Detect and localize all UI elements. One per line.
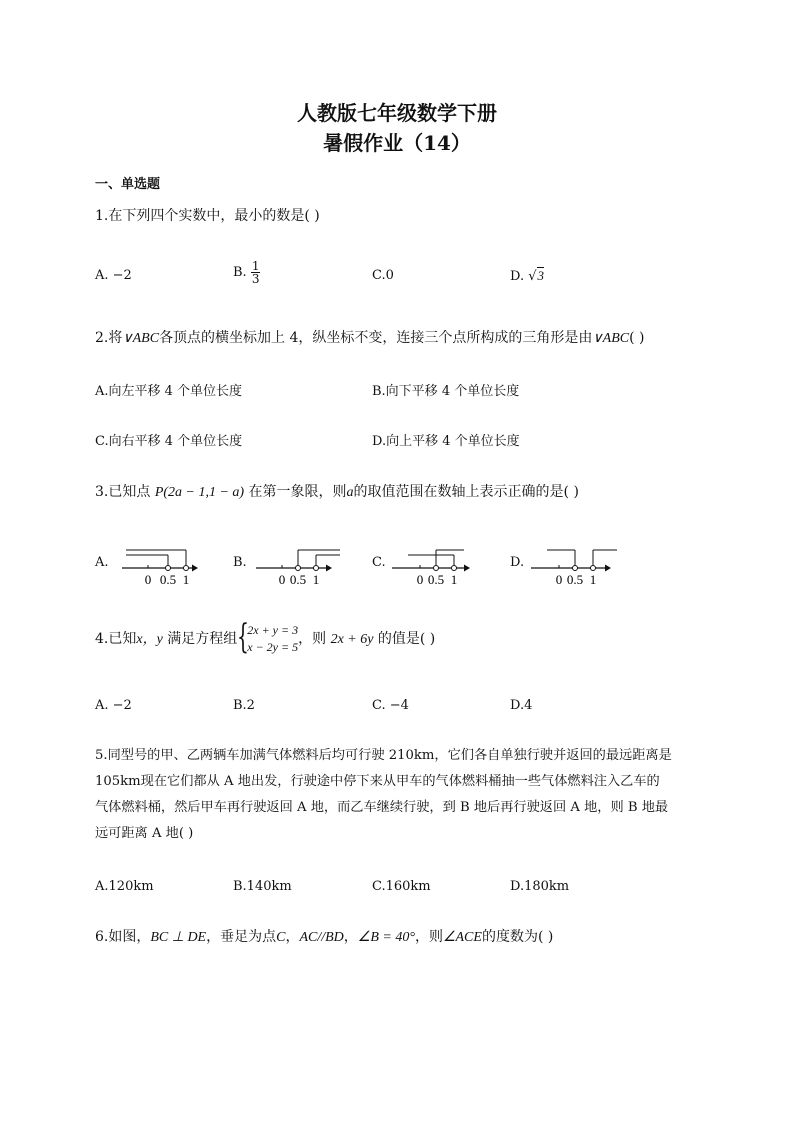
- axis-label-0: 0: [416, 572, 424, 587]
- axis-label-1: 1: [182, 572, 190, 587]
- equation-system: { 2x + y = 3 x − 2y = 5: [237, 617, 299, 657]
- q3-number-line-d: [527, 542, 619, 590]
- axis-label-1: 1: [450, 572, 458, 587]
- q3-option-b[interactable]: B.: [233, 555, 247, 570]
- question-3-stem: 3.已知点 P(2a − 1,1 − a) 在第一象限，则a的取值范围在数轴上表示正确的是( ): [95, 484, 579, 500]
- question-5-stem: 5.同型号的甲、乙两辆车加满气体燃料后均可行驶 210km，它们各自单独行驶并返回的最远距离是 105km现在它们都从 A 地出发，行驶途中停下来从甲车的气体燃料桶抽一些气体燃料注入乙车的 气体燃料桶，然后甲车再行驶返回 A 地，而乙车继续行驶，到 B 地后再行驶返回 A 地，则 B 地最 远可距离 A 地( ): [95, 748, 672, 841]
- q5-option-d[interactable]: D.180km: [510, 879, 570, 894]
- axis-label-0: 0: [555, 572, 563, 587]
- q2-option-b[interactable]: B.向下平移 4 个单位长度: [372, 384, 520, 399]
- axis-label-0-5: 0.5: [427, 572, 445, 587]
- question-2-stem: 2.将∨ABC各顶点的横坐标加上 4，纵坐标不变，连接三个点所构成的三角形是由∨ABC( ): [95, 330, 645, 346]
- axis-label-1: 1: [312, 572, 320, 587]
- q1-option-c[interactable]: C.0: [372, 268, 394, 283]
- axis-label-0-5: 0.5: [289, 572, 307, 587]
- q3-number-line-c: [388, 542, 478, 590]
- q4-option-b[interactable]: B.2: [233, 698, 255, 713]
- q5-option-a[interactable]: A.120km: [95, 879, 154, 894]
- document-title: 人教版七年级数学下册: [297, 101, 497, 125]
- q2-option-a[interactable]: A.向左平移 4 个单位长度: [95, 384, 243, 399]
- q4-option-c[interactable]: C. −4: [372, 698, 409, 713]
- q2-option-d[interactable]: D.向上平移 4 个单位长度: [372, 434, 520, 449]
- question-6-stem: 6.如图，BC ⊥ DE，垂足为点C，AC//BD，∠B = 40°，则∠ACE的度数为( ): [95, 929, 554, 945]
- fraction: $\frac{1}{3}$: [251, 259, 260, 286]
- q5-option-c[interactable]: C.160km: [372, 879, 431, 894]
- q4-option-a[interactable]: A. −2: [95, 698, 132, 713]
- q1-option-d[interactable]: D. √3: [510, 268, 545, 284]
- q5-option-b[interactable]: B.140km: [233, 879, 292, 894]
- q3-option-a[interactable]: A.: [95, 555, 109, 570]
- q3-number-line-b: [252, 542, 342, 590]
- question-4-stem: 4.已知x，y 满足方程组 { 2x + y = 3 x − 2y = 5 ，则 2x + 6y 的值是( ): [95, 617, 436, 657]
- q2-option-c[interactable]: C.向右平移 4 个单位长度: [95, 434, 243, 449]
- q1-option-b[interactable]: B. $\frac{1}{3}$: [233, 259, 260, 286]
- axis-label-0-5: 0.5: [159, 572, 177, 587]
- q4-option-d[interactable]: D.4: [510, 698, 533, 713]
- question-1-stem: 1.在下列四个实数中，最小的数是( ): [95, 208, 320, 224]
- q1-option-a[interactable]: A. −2: [95, 268, 132, 283]
- q3-number-line-a: [118, 542, 198, 590]
- axis-label-0: 0: [144, 572, 152, 587]
- document-subtitle: 暑假作业（14）: [323, 131, 471, 155]
- section-heading: 一、单选题: [95, 177, 161, 192]
- q3-option-d[interactable]: D.: [510, 555, 525, 570]
- axis-label-1: 1: [589, 572, 597, 587]
- axis-label-0-5: 0.5: [566, 572, 584, 587]
- q3-option-c[interactable]: C.: [372, 555, 386, 570]
- axis-label-0: 0: [278, 572, 286, 587]
